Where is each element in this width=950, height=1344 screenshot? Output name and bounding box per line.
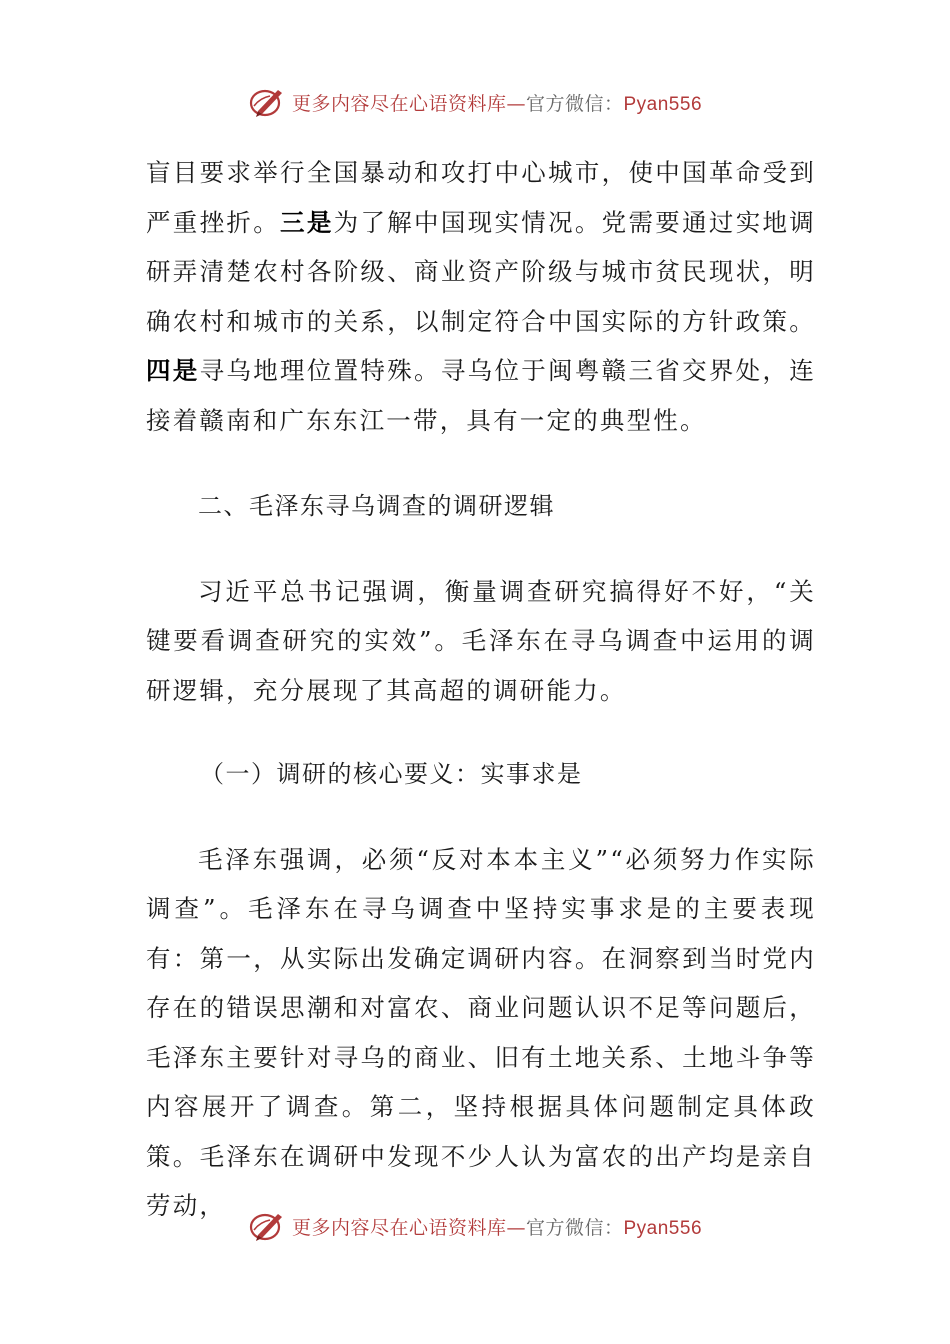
watermark-text: 更多内容尽在心语资料库—官方微信：Pyan556: [291, 1216, 703, 1239]
watermark-text: 更多内容尽在心语资料库—官方微信：Pyan556: [291, 92, 703, 115]
paragraph-reasons: 盲目要求举行全国暴动和攻打中心城市，使中国革命受到严重挫折。三是为了解中国现实情况。党需要通过实地调研弄清楚农村各阶级、商业资产阶级与城市贫民现状，明确农村和城市的关系，以制定符合中国实际的方针政策。四是寻乌地理位置特殊。寻乌位于闽粤赣三省交界处，连接着赣南和广东东江一带，具有一定的典型性。: [146, 158, 816, 435]
document-body: [146, 148, 816, 1231]
paragraph-effectiveness: 习近平总书记强调，衡量调查研究搞得好不好，“关键要看调查研究的实效”。毛泽东在寻乌调查中运用的调研逻辑，充分展现了其高超的调研能力。: [146, 576, 816, 705]
watermark-footer: [0, 1206, 950, 1246]
paragraph-seeking-truth: 毛泽东强调，必须“反对本本主义”“必须努力作实际调查”。毛泽东在寻乌调查中坚持实事求是的主要表现有：第一，从实际出发确定调研内容。在洞察到当时党内存在的错误思潮和对富农、商业问题认识不足等问题后，毛泽东主要针对寻乌的商业、旧有土地关系、土地斗争等内容展开了调查。第二，坚持根据具体问题制定具体政策。毛泽东在调研中发现不少人认为富农的出产均是亲自劳动，: [146, 844, 816, 1220]
subsection-heading-1: （一）调研的核心要义：实事求是: [200, 760, 583, 788]
watermark-header: [0, 82, 950, 122]
section-heading-2: 二、毛泽东寻乌调查的调研逻辑: [198, 492, 555, 520]
pen-logo-icon: [248, 1208, 288, 1244]
pen-logo-icon: [248, 84, 288, 120]
